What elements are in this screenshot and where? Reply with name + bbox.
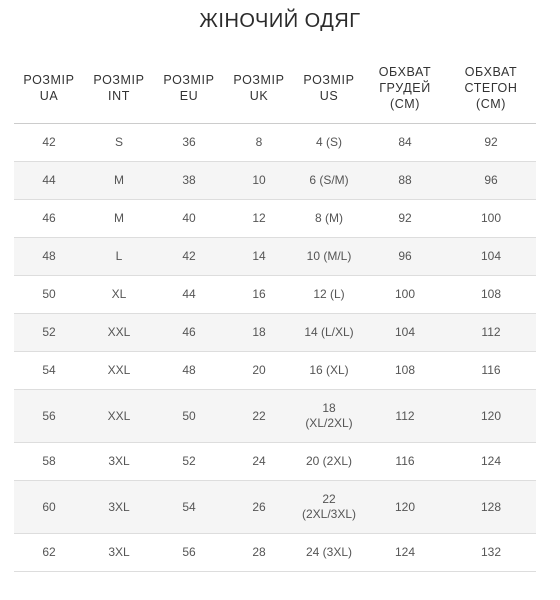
cell-text-line: (XL/2XL) [305,416,353,430]
cell-bust-cm: 112 [364,390,446,443]
cell-size-us [294,314,364,352]
cell-size-eu: 40 [154,200,224,238]
cell-size-uk: 16 [224,276,294,314]
cell-hips-cm: 100 [446,200,536,238]
table-row [14,276,536,314]
table-row [14,162,536,200]
header-label-line: ГРУДЕЙ [379,80,431,95]
cell-text-line: 6 (S/M) [309,173,349,187]
cell-size-us [294,238,364,276]
cell-size-ua: 52 [14,314,84,352]
cell-size-ua: 46 [14,200,84,238]
header-label-line: РОЗМІР [23,72,75,87]
cell-text-line: (2XL/3XL) [301,507,357,521]
cell-size-int: XXL [84,314,154,352]
cell-text-line: 16 (XL) [309,363,349,377]
table-row [14,443,536,481]
table-row [14,352,536,390]
cell-text-line: 18 [322,401,336,415]
header-label-line: EU [179,88,199,103]
cell-hips-cm: 96 [446,162,536,200]
cell-size-us [294,276,364,314]
cell-text-line: 20 (2XL) [305,454,353,468]
cell-size-int: L [84,238,154,276]
cell-text-line: 22 [322,492,336,506]
header-label-line: РОЗМІР [163,72,215,87]
header-size-int [84,52,154,124]
cell-size-eu: 50 [154,390,224,443]
size-chart-table [14,52,536,572]
cell-size-uk: 20 [224,352,294,390]
cell-size-eu: 36 [154,124,224,162]
header-label-line: INT [108,88,130,103]
header-label-line: РОЗМІР [93,72,145,87]
header-label-line: ОБХВАТ [464,64,518,79]
cell-size-us [294,534,364,572]
cell-size-int: XXL [84,352,154,390]
header-size-eu [154,52,224,124]
table-header [14,52,536,124]
cell-hips-cm: 108 [446,276,536,314]
table-row [14,238,536,276]
cell-size-uk: 12 [224,200,294,238]
header-label-line: РОЗМІР [303,72,355,87]
header-hips-cm [446,52,536,124]
cell-size-ua: 60 [14,481,84,534]
cell-size-eu: 42 [154,238,224,276]
cell-bust-cm: 92 [364,200,446,238]
cell-text-line: 24 (3XL) [305,545,353,559]
cell-size-ua: 54 [14,352,84,390]
cell-size-ua: 44 [14,162,84,200]
cell-hips-cm: 120 [446,390,536,443]
cell-size-int: 3XL [84,443,154,481]
table-row [14,314,536,352]
cell-size-ua: 62 [14,534,84,572]
header-label-line: UK [249,88,269,103]
cell-size-eu: 38 [154,162,224,200]
header-label-line: (СМ) [475,96,507,111]
table-body [14,124,536,572]
cell-size-int: XXL [84,390,154,443]
cell-size-us [294,443,364,481]
cell-bust-cm: 96 [364,238,446,276]
cell-size-int: 3XL [84,481,154,534]
cell-size-ua: 50 [14,276,84,314]
cell-size-eu: 52 [154,443,224,481]
cell-text-line: 14 (L/XL) [304,325,354,339]
cell-size-int: M [84,200,154,238]
cell-size-eu: 48 [154,352,224,390]
cell-text-line: 4 (S) [315,135,342,149]
cell-hips-cm: 112 [446,314,536,352]
cell-size-us [294,481,364,534]
cell-bust-cm: 104 [364,314,446,352]
table-row [14,200,536,238]
cell-size-us [294,200,364,238]
cell-size-ua: 42 [14,124,84,162]
cell-size-ua: 48 [14,238,84,276]
cell-size-us [294,162,364,200]
page-title: ЖІНОЧИЙ ОДЯГ [199,10,361,32]
table-row [14,390,536,443]
cell-text-line: 12 (L) [313,287,345,301]
cell-size-eu: 46 [154,314,224,352]
cell-size-uk: 8 [224,124,294,162]
cell-size-uk: 26 [224,481,294,534]
cell-hips-cm: 116 [446,352,536,390]
cell-size-ua: 56 [14,390,84,443]
header-label-line: РОЗМІР [233,72,285,87]
cell-bust-cm: 108 [364,352,446,390]
cell-size-eu: 56 [154,534,224,572]
cell-size-eu: 44 [154,276,224,314]
cell-text-line: 10 (M/L) [306,249,352,263]
cell-hips-cm: 124 [446,443,536,481]
cell-size-uk: 10 [224,162,294,200]
header-label-line: ОБХВАТ [378,64,432,79]
cell-size-ua: 58 [14,443,84,481]
cell-hips-cm: 132 [446,534,536,572]
header-label-line: (СМ) [389,96,421,111]
cell-bust-cm: 124 [364,534,446,572]
cell-size-eu: 54 [154,481,224,534]
header-size-us [294,52,364,124]
cell-size-int: M [84,162,154,200]
table-row [14,534,536,572]
header-label-line: US [319,88,339,103]
cell-size-int: 3XL [84,534,154,572]
header-row [14,52,536,124]
cell-bust-cm: 88 [364,162,446,200]
header-label-line: UA [39,88,59,103]
cell-hips-cm: 128 [446,481,536,534]
cell-size-uk: 22 [224,390,294,443]
header-size-uk [224,52,294,124]
cell-bust-cm: 84 [364,124,446,162]
cell-text-line: 8 (M) [315,211,343,225]
header-label-line: СТЕГОН [464,80,518,95]
cell-size-uk: 14 [224,238,294,276]
cell-size-uk: 18 [224,314,294,352]
table-row [14,124,536,162]
header-bust-cm [364,52,446,124]
cell-bust-cm: 120 [364,481,446,534]
table-row [14,481,536,534]
cell-size-uk: 28 [224,534,294,572]
cell-hips-cm: 92 [446,124,536,162]
cell-bust-cm: 100 [364,276,446,314]
cell-size-us [294,352,364,390]
cell-hips-cm: 104 [446,238,536,276]
cell-size-us [294,390,364,443]
cell-size-uk: 24 [224,443,294,481]
cell-size-int: S [84,124,154,162]
cell-size-int: XL [84,276,154,314]
header-size-ua [14,52,84,124]
cell-size-us [294,124,364,162]
cell-bust-cm: 116 [364,443,446,481]
